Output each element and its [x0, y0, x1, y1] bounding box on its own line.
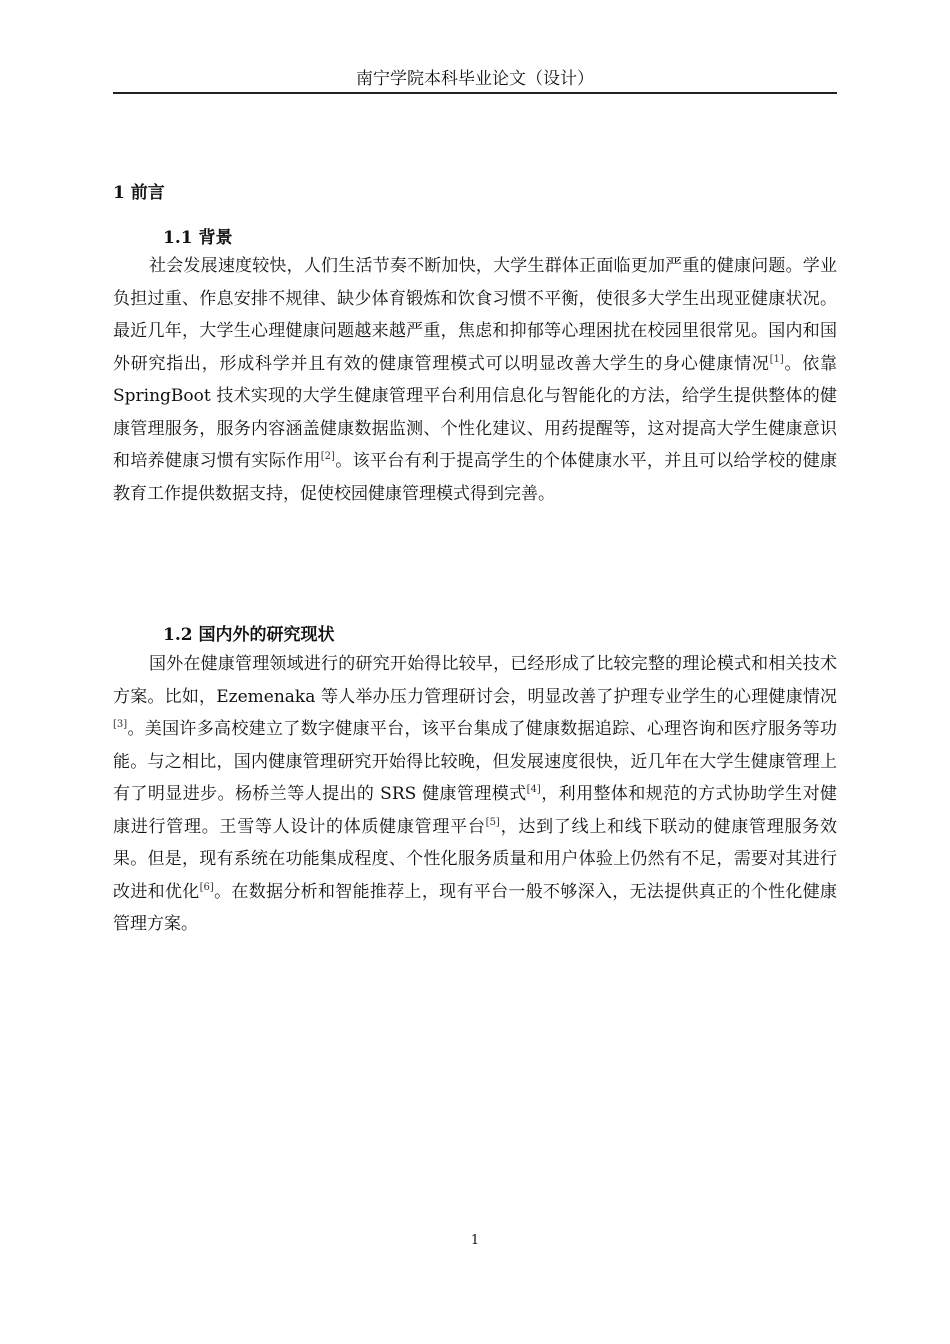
- citation-ref: [6]: [199, 881, 214, 893]
- paragraph-text: 社会发展速度较快，人们生活节奏不断加快，大学生群体正面临更加严重的健康问题。学业负担过重、作息安排不规律、缺少体育锻炼和饮食习惯不平衡，使很多大学生出现亚健康状况。最近几年，大学生心理健康问题越来越严重，焦虑和抑郁等心理困扰在校园里很常见。国内和国外研究指出，形成科学并且有效的健康管理模式可以明显改善大学生的身心健康情况: [113, 256, 837, 374]
- paragraph-text: 。在数据分析和智能推荐上，现有平台一般不够深入，无法提供真正的个性化健康管理方案。: [113, 881, 838, 934]
- paragraph-research-status: [113, 648, 837, 941]
- citation-ref: [2]: [320, 451, 335, 462]
- paragraph-background: [113, 250, 837, 510]
- citation-ref: [4]: [526, 784, 541, 795]
- section-title-research-status: 1.2 国内外的研究现状: [163, 625, 335, 645]
- page-number: 1: [470, 1233, 480, 1248]
- citation-ref: [1]: [769, 353, 784, 365]
- paragraph-text: ，达到了线上和线下联动的健康管理服务效果。但是，现有系统在功能集成程度、个性化服务质量和用户体验上仍然有不足，需要对其进行改进和优化: [113, 816, 838, 902]
- paragraph-text: ，利用整体和规范的方式协助学生对健康进行管理。王雪等人设计的体质健康管理平台: [113, 784, 838, 837]
- citation-ref: [3]: [113, 719, 128, 730]
- citation-ref: [5]: [485, 816, 500, 828]
- paragraph-text: 国外在健康管理领域进行的研究开始得比较早，已经形成了比较完整的理论模式和相关技术方案。比如，Ezemenaka 等人举办压力管理研讨会，明显改善了护理专业学生的心理健康情况: [113, 654, 837, 707]
- paragraph-text: 。依靠 SpringBoot 技术实现的大学生健康管理平台利用信息化与智能化的方法，给学生提供整体的健康管理服务，服务内容涵盖健康数据监测、个性化建议、用药提醒等，这对提高大学生健康意识和培养健康习惯有实际作用: [113, 353, 838, 471]
- section-title-background: 1.1 背景: [163, 228, 233, 248]
- paragraph-text: 。该平台有利于提高学生的个体健康水平，并且可以给学校的健康教育工作提供数据支持，促使校园健康管理模式得到完善。: [113, 451, 838, 504]
- paragraph-text: 。美国许多高校建立了数字健康平台，该平台集成了健康数据追踪、心理咨询和医疗服务等功能。与之相比，国内健康管理研究开始得比较晚，但发展速度很快，近几年在大学生健康管理上有了明显进步。杨桥兰等人提出的 SRS 健康管理模式: [113, 719, 837, 804]
- page-header: 南宁学院本科毕业论文（设计）: [113, 66, 837, 94]
- chapter-title: 1 前言: [113, 183, 165, 203]
